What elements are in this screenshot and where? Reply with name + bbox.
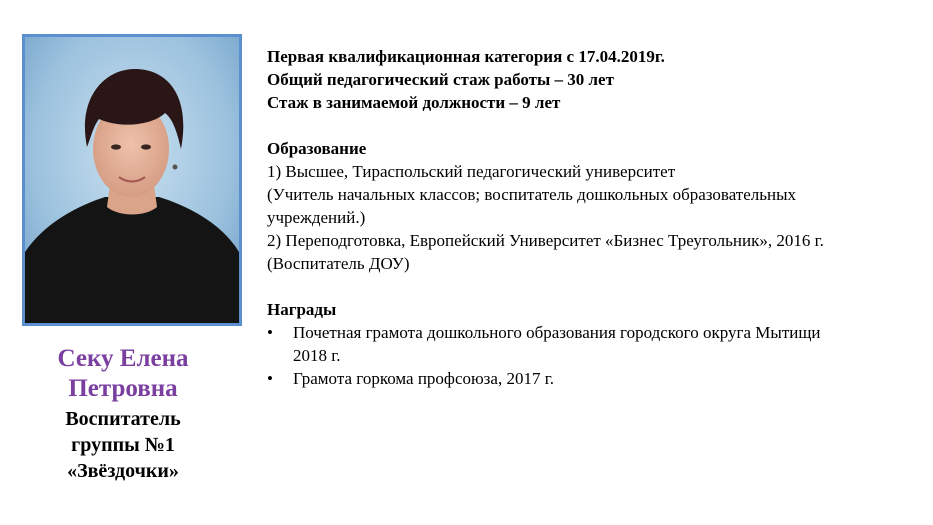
education-line-1: 1) Высшее, Тираспольский педагогический университет: [267, 162, 676, 181]
awards-list: [267, 321, 922, 390]
bullet-icon: •: [267, 323, 273, 342]
bullet-icon: •: [267, 369, 273, 388]
person-role: [20, 406, 226, 484]
role-line-1: Воспитатель: [65, 408, 181, 430]
award-item: [267, 321, 922, 367]
spacer: [267, 114, 922, 137]
portrait-photo: [22, 34, 242, 326]
spacer: [267, 275, 922, 298]
education-line-3: учреждений.): [267, 208, 366, 227]
person-caption: [20, 344, 226, 484]
education-line-4: 2) Переподготовка, Европейский Университет «Бизнес Треугольник», 2016 г.: [267, 231, 824, 250]
role-line-2: группы №1: [71, 434, 175, 456]
name-line-2: Петровна: [68, 375, 178, 402]
award-2-text: Грамота горкома профсоюза, 2017 г.: [293, 369, 555, 388]
info-block: [267, 45, 922, 390]
role-line-3: «Звёздочки»: [67, 460, 179, 482]
name-line-1: Секу Елена: [57, 345, 189, 372]
award-item: [267, 367, 922, 390]
award-1-line-2: 2018 г.: [293, 346, 341, 365]
category-text: Первая квалификационная категория с 17.04.2019г.: [267, 47, 665, 66]
awards-heading: Награды: [267, 300, 337, 319]
position-experience-text: Стаж в занимаемой должности – 9 лет: [267, 93, 561, 112]
person-name: [20, 344, 226, 404]
education-line-5: (Воспитатель ДОУ): [267, 254, 410, 273]
total-experience-text: Общий педагогический стаж работы – 30 лет: [267, 70, 614, 89]
education-line-2: (Учитель начальных классов; воспитатель дошкольных образовательных: [267, 185, 797, 204]
portrait-image: [25, 37, 239, 323]
award-1-line-1: Почетная грамота дошкольного образования городского округа Мытищи: [293, 323, 821, 342]
education-heading: Образование: [267, 139, 367, 158]
